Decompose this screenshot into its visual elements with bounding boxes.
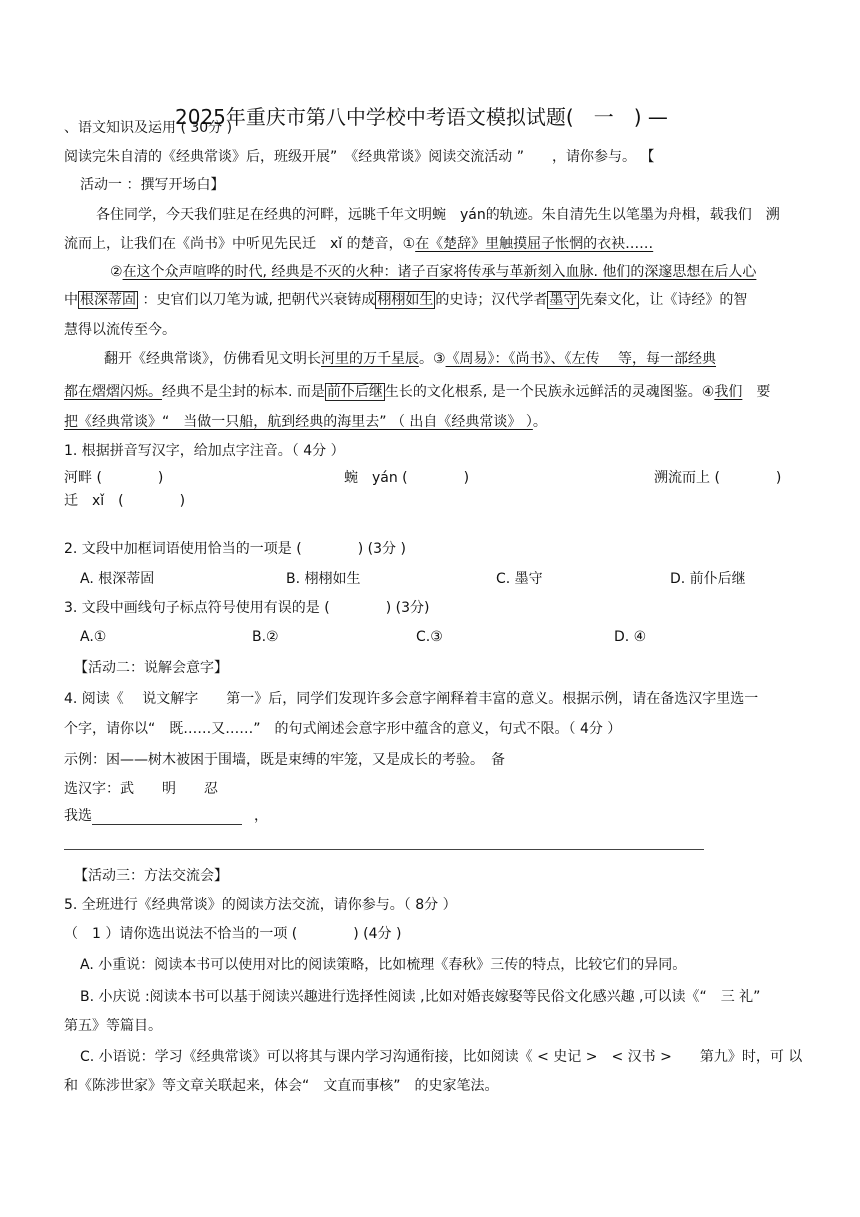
option-c[interactable]: C.③	[416, 629, 443, 645]
underlined-sentence-1: 在《楚辞》里触摸屈子怅惘的衣袂……	[415, 236, 654, 252]
option-a[interactable]: A. 小重说：阅读本书可以使用对比的阅读策略，比如梳理《春秋》三传的特点，比较它们的异同。	[80, 957, 687, 973]
question-1: 1. 根据拼音写汉字，给加点字注音。（ 4分 ）	[64, 443, 345, 459]
underlined-sentence-4: 我们	[714, 384, 743, 400]
boxed-word: 墨守	[549, 292, 578, 308]
option-b[interactable]: B.②	[252, 629, 279, 645]
passage-line: 各住同学，今天我们驻足在经典的河畔，远眺千年文明蜿 yán的轨迹。朱自清先生以笔墨为舟楫，载我们 溯	[96, 207, 780, 223]
option-d[interactable]: D. 前仆后继	[670, 571, 746, 587]
option-a[interactable]: A. 根深蒂固	[80, 571, 155, 587]
activity-2-heading: 【活动二：说解会意字】	[74, 660, 228, 676]
intro-text: 阅读完朱自清的《经典常谈》后，班级开展” 《经典常谈》阅读交流活动 ” ，请你参与。 【	[64, 149, 655, 165]
answer-slot[interactable]: 蜿 yán ( )	[344, 470, 470, 486]
boxed-word: 前仆后继	[326, 384, 383, 400]
answer-rule[interactable]	[64, 849, 704, 850]
candidate-chars: 选汉字：武 明 忍	[64, 781, 218, 797]
activity-3-heading: 【活动三：方法交流会】	[74, 868, 228, 884]
passage-line: 中 根深蒂固 ：史官们以刀笔为诚, 把朝代兴衰铸成 栩栩如生 的史诗；汉代学者 墨守 先秦文化，让《诗经》的智	[64, 292, 748, 308]
passage-line: 翻开《经典常谈》，仿佛看见文明长河里的万千星辰。③《周易》：《尚书》、《左传 等，每一部经典	[104, 351, 717, 367]
question-4-line: 个字，请你以“ 既……又……” 的句式阐述会意字形中蕴含的意义，句式不限。（ 4分 ）	[64, 721, 622, 737]
option-d[interactable]: D. ④	[614, 629, 647, 645]
boxed-word: 栩栩如生	[377, 292, 434, 308]
option-b-cont: 第五》等篇目。	[64, 1018, 162, 1034]
answer-slot[interactable]: 溯流而上 ( )	[654, 470, 782, 486]
answer-slot[interactable]: 迁 xǐ ( )	[64, 493, 186, 509]
boxed-word: 根深蒂固	[80, 292, 136, 308]
question-5-1: （ 1 ）请你选出说法不恰当的一项 ( ) (4分 )	[64, 926, 402, 942]
page-title: 2025年重庆市第八中学校中考语文模拟试题( 一 ) —	[175, 105, 668, 129]
question-2: 2. 文段中加框词语使用恰当的一项是 ( ) (3分 )	[64, 541, 406, 557]
question-5: 5. 全班进行《经典常谈》的阅读方法交流，请你参与。（ 8分 ）	[64, 897, 457, 913]
option-c-cont: 和《陈涉世家》等文章关联起来，体会“ 文直而事核” 的史家笔法。	[64, 1078, 499, 1094]
passage-line: ②在这个众声喧哗的时代, 经典是不灭的火种：诸子百家将传承与革新刻入血脉. 他们的深邃思想在后人心	[110, 264, 757, 280]
passage-line: 都在熠熠闪烁。经典不是尘封的标本. 而是 前仆后继 生长的文化根系, 是一个民族永远鲜活的灵魂图鉴。④我们 要	[64, 384, 771, 400]
passage-line: 流而上，让我们在《尚书》中听见先民迁 xǐ 的楚音，①在《楚辞》里触摸屈子怅惘的衣袂……	[64, 236, 654, 252]
option-b[interactable]: B. 栩栩如生	[286, 571, 361, 587]
passage-line: 把《经典常谈》“ 当做一只船，航到经典的海里去” （ 出自《经典常谈》 ）。	[64, 414, 547, 430]
option-b[interactable]: B. 小庆说 :阅读本书可以基于阅读兴趣进行选择性阅读 ,比如对婚丧嫁娶等民俗文化感兴趣 ,可以读《“ 三 礼”	[80, 989, 761, 1005]
answer-slot[interactable]: 河畔 ( )	[64, 470, 164, 486]
underlined-sentence-3: 《周易》：《尚书》、《左传 等，每一部经典	[445, 351, 717, 367]
answer-line[interactable]: 我选 ，	[64, 808, 268, 824]
question-4: 4. 阅读《 说文解字 第一》后，同学们发现许多会意字阐释着丰富的意义。根据示例，请在备选汉字里选一	[64, 691, 759, 707]
answer-blank	[92, 810, 242, 825]
passage-line: 慧得以流传至今。	[64, 322, 176, 338]
option-c[interactable]: C. 小语说：学习《经典常谈》可以将其与课内学习沟通衔接，比如阅读《 < 史记 > < 汉书 > 第九》时，可 以	[80, 1049, 803, 1065]
example-text: 示例：困——树木被困于围墙，既是束缚的牢笼，又是成长的考验。 备	[64, 752, 505, 768]
underlined-sentence-2: 在这个众声喧哗的时代, 经典是不灭的火种：诸子百家将传承与革新刻入血脉. 他们的深邃思想在后人心	[122, 264, 757, 280]
question-3: 3. 文段中画线句子标点符号使用有误的是 ( ) (3分)	[64, 600, 430, 616]
option-c[interactable]: C. 墨守	[496, 571, 543, 587]
section-heading: 、语文知识及运用 ( 30分 )	[64, 120, 233, 136]
activity-1-heading: 活动一 ：撰写开场白】	[80, 177, 225, 193]
option-a[interactable]: A.①	[80, 629, 107, 645]
